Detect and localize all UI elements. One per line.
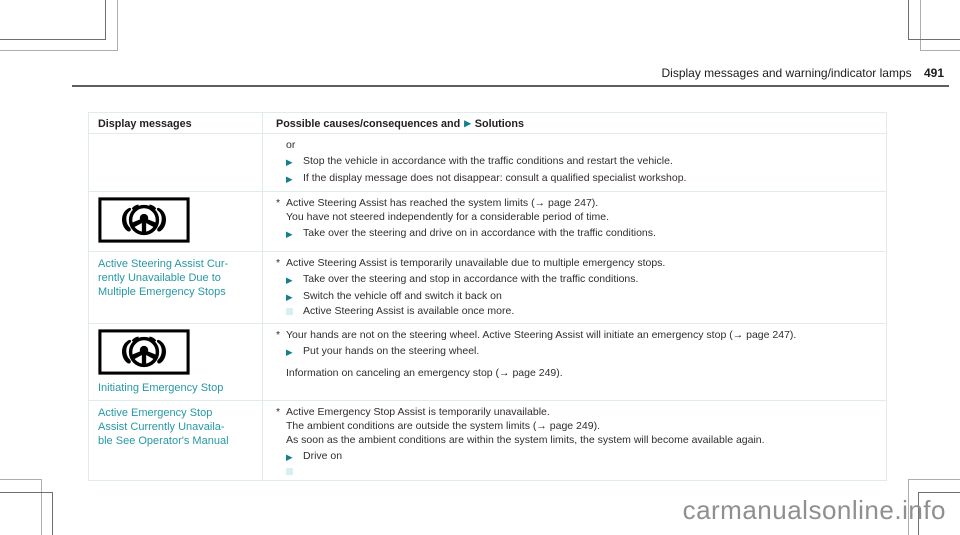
solution-text: Switch the vehicle off and switch it back on <box>303 290 502 302</box>
solutions-cell <box>263 134 886 191</box>
message-cell <box>89 324 263 400</box>
display-messages-table <box>88 112 887 481</box>
result-text: Active Steering Assist is available once more. <box>303 305 515 317</box>
cause-star: * <box>276 406 281 418</box>
action-arrow-icon: ▶ <box>286 174 293 184</box>
table-header-row <box>89 113 886 134</box>
solutions-cell <box>263 324 886 400</box>
cause-line <box>276 405 878 419</box>
result-marker <box>286 308 293 315</box>
cause-star: * <box>276 329 281 341</box>
or-line: or <box>286 139 296 151</box>
watermark: carmanualsonline.info <box>682 495 946 525</box>
table-row-steering-limit <box>89 192 886 252</box>
solution-arrow-icon: ▶ <box>464 118 471 128</box>
result-line <box>276 304 878 318</box>
page-header-title: Display messages and warning/indicator lamps <box>661 66 912 80</box>
table-row-continuation <box>89 134 886 192</box>
solution-text: If the display message does not disappear: consult a qualified specialist workshop. <box>303 172 687 184</box>
display-message-text: Active Steering Assist Cur- <box>98 258 229 270</box>
solutions-cell <box>263 192 886 251</box>
note-line: You have not steered independently for a considerable period of time. <box>286 211 609 223</box>
result-line <box>276 464 878 475</box>
message-cell <box>89 401 263 480</box>
cause-star: * <box>276 257 281 269</box>
solution-text: Take over the steering and stop in accordance with the traffic conditions. <box>303 273 639 285</box>
crop-mark-top-right-inner <box>908 0 960 40</box>
solution-text: Drive on <box>303 450 343 462</box>
message-cell <box>89 192 263 251</box>
action-arrow-icon: ▶ <box>286 157 293 167</box>
page-number: 491 <box>923 66 944 80</box>
solution-line <box>276 154 878 169</box>
action-arrow-icon: ▶ <box>286 347 293 357</box>
solution-text: Stop the vehicle in accordance with the traffic conditions and restart the vehicle. <box>303 155 673 167</box>
message-cell-empty <box>89 134 263 191</box>
cause-text: Active Emergency Stop Assist is temporarily unavailable. <box>286 406 550 418</box>
page-header <box>662 66 945 80</box>
action-arrow-icon: ▶ <box>286 292 293 302</box>
display-message-text: ble See Operator's Manual <box>98 435 229 447</box>
solutions-cell <box>263 401 886 480</box>
crop-mark-top-right-outer <box>920 0 960 51</box>
solution-line <box>276 344 878 359</box>
display-message-text: Assist Currently Unavaila- <box>98 421 225 433</box>
note-line: The ambient conditions are outside the system limits (→ page 249). <box>286 420 600 432</box>
table-row-initiating-emergency-stop <box>89 324 886 401</box>
hands-on-steering-wheel-icon <box>98 329 190 375</box>
crop-mark-top-left-inner <box>0 0 106 40</box>
column-header-display-messages: Display messages <box>89 113 263 133</box>
display-message-text: Active Emergency Stop <box>98 407 213 419</box>
cause-line <box>276 328 878 342</box>
display-message-text: Multiple Emergency Stops <box>98 286 226 298</box>
cause-text: Your hands are not on the steering wheel. Active Steering Assist will initiate an emergency stop (→ page 247). <box>286 329 797 341</box>
result-marker <box>286 468 293 475</box>
solution-text: Take over the steering and drive on in accordance with the traffic conditions. <box>303 227 656 239</box>
action-arrow-icon: ▶ <box>286 229 293 239</box>
info-line: Information on canceling an emergency stop (→ page 249). <box>286 367 563 379</box>
cause-line <box>276 256 878 270</box>
table-row-emergency-stop-assist-unavailable <box>89 401 886 481</box>
display-message-text: rently Unavailable Due to <box>98 272 221 284</box>
solution-line <box>276 226 878 241</box>
message-cell <box>89 252 263 323</box>
hands-on-steering-wheel-icon <box>98 197 190 243</box>
solutions-cell <box>263 252 886 323</box>
solution-line <box>276 449 878 464</box>
table-row-multiple-emergency-stops <box>89 252 886 324</box>
action-arrow-icon: ▶ <box>286 452 293 462</box>
crop-mark-bottom-left-inner <box>0 492 53 535</box>
column-header-causes-solutions <box>263 113 886 133</box>
solution-line <box>276 171 878 186</box>
cause-text: Active Steering Assist is temporarily unavailable due to multiple emergency stops. <box>286 257 666 269</box>
crop-mark-top-left-outer <box>0 0 118 51</box>
cause-text: Active Steering Assist has reached the system limits (→ page 247). <box>286 197 599 209</box>
action-arrow-icon: ▶ <box>286 275 293 285</box>
cause-line <box>276 196 878 210</box>
display-message-text: Initiating Emergency Stop <box>98 382 224 394</box>
cause-star: * <box>276 197 281 209</box>
crop-mark-bottom-left-outer <box>0 479 42 535</box>
solution-text: Put your hands on the steering wheel. <box>303 345 480 357</box>
note-line: As soon as the ambient conditions are within the system limits, the system will become available again. <box>286 434 765 446</box>
solution-line <box>276 289 878 304</box>
column-header-solutions-text: Solutions <box>474 118 524 130</box>
solution-line <box>276 272 878 287</box>
header-rule <box>72 85 949 87</box>
column-header-causes-text: Possible causes/consequences and <box>276 118 461 130</box>
